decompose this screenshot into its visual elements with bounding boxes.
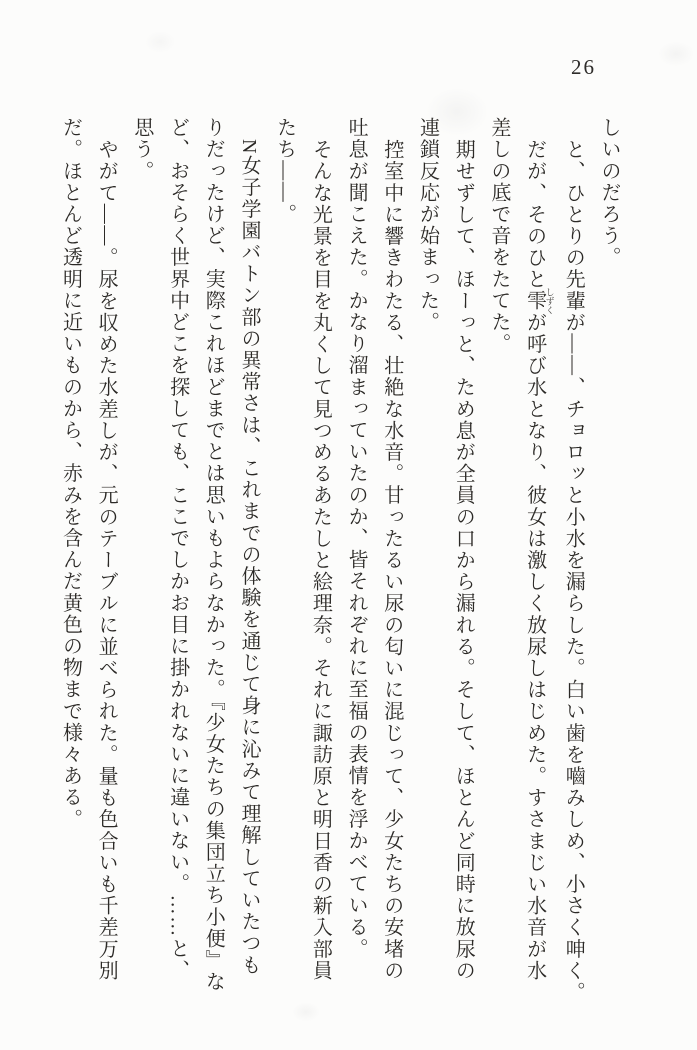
text-block	[52, 117, 626, 1029]
text-line: 思う。	[130, 117, 153, 182]
text-line: たち――。	[273, 117, 296, 225]
text-line: しいのだろう。	[598, 117, 620, 269]
text-line: 控室中に響きわたる、壮絶な水音。甘ったるい尿の匂いに混じって、少女たちの安堵の	[380, 138, 403, 981]
furigana-ruby: 雫 しずく	[523, 287, 555, 315]
text-line: だが、そのひと雫 しずくが呼び水となり、彼女は激しく放尿しはじめた。すさまじい水音が水	[523, 138, 555, 982]
text-line: 吐息が聞こえた。かなり溜まっていたのか、皆それぞれに至福の表情を浮かべている。	[345, 117, 368, 960]
text-line: そんな光景を目を丸くして見つめるあたしと絵理奈。それに諏訪原と明日香の新入部員	[309, 138, 332, 981]
furigana-text: しずく	[544, 287, 555, 315]
text-line: N女子学園バトン部の異常さは、これまでの体験を通じて身に沁みて理解していたつも	[237, 138, 260, 976]
text-line: ど、おそらく世界中どこを探しても、ここでしかお目に掛かれないに違いない。……と、	[166, 117, 189, 981]
text-line: と、ひとりの先輩が――、チョロッと小水を漏らした。白い歯を嚙みしめ、小さく呻く。	[562, 138, 585, 1003]
text-line: やがて――。尿を収めた水差しが、元のテーブルに並べられた。量も色合いも千差万別	[95, 138, 118, 981]
text-line: 連鎖反応が始まった。	[416, 117, 439, 333]
text-line: だ。ほとんど透明に近いものから、赤みを含んだ黄色の物まで様々ある。	[59, 117, 82, 830]
text-line: 差しの底で音をたてた。	[487, 117, 510, 355]
page-number: 26	[571, 55, 596, 79]
text-line: 期せずして、ほーっと、ため息が全員の口から漏れる。そして、ほとんど同時に放尿の	[452, 138, 475, 981]
text-line: りだったけど、実際これほどまでとは思いもよらなかった。『少女たちの集団立ち小便』な	[202, 117, 225, 993]
